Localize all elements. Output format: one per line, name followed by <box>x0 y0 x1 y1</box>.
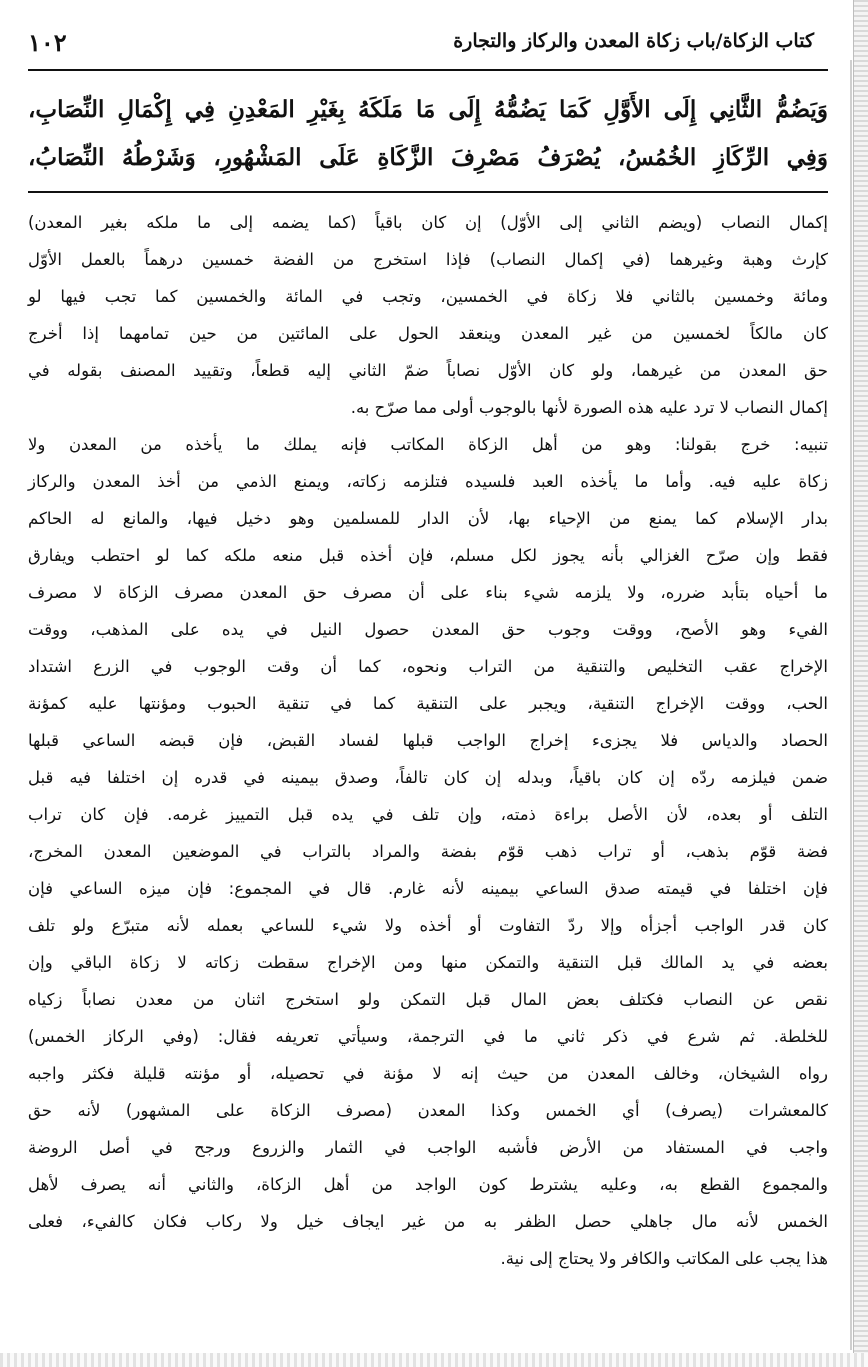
matn-text <box>28 86 828 182</box>
commentary-line: بدار الإسلام كما يمنع من الإحياء بها، لأن الدار للمسلمين وهو دخيل فيها، والمانع له الحاكم <box>28 509 828 528</box>
commentary-line: ما أحياه بتأبد ضرره، ولا يلزمه شيء بناء على أن مصرف حق المعدن مصرف الزكاة لا مصرف <box>28 583 828 602</box>
commentary-line: هذا يجب على المكاتب والكافر ولا يحتاج إلى نية. <box>500 1249 828 1268</box>
commentary-line: واجب في المستفاد من الأرض فأشبه الواجب في الثمار والزروع ورجح في أصل الروضة <box>28 1138 828 1157</box>
commentary-line: كإرث وهبة وغيرهما (في إكمال النصاب) فإذا استخرج من الفضة خمسين درهماً بالعمل الأوّل <box>28 250 828 269</box>
commentary-line: كان مالكاً لخمسين من غير المعدن وينعقد الحول على المائتين من حين تمامهما إذا أخرج <box>28 324 828 343</box>
commentary-line: والمجموع القطع به، وعليه يشترط كون الواجد من أهل الزكاة، والثاني أنه يصرف لأهل <box>28 1175 828 1194</box>
commentary-line: ومائة وخمسين بالثاني فلا زكاة في الخمسين، وتجب في المائة والخمسين كما تجب فيها لو <box>28 287 828 306</box>
binding-shadow <box>850 60 852 1350</box>
page-number: ١٠٢ <box>28 28 67 57</box>
header-title: كتاب الزكاة/باب زكاة المعدن والركاز والتجارة <box>453 30 814 52</box>
commentary-line: الحصاد والدياس فلا يجزىء إخراج الواجب قبلها لفساد القبض، فإن قبضه الساعي قبلها <box>28 731 828 750</box>
matn-line: وَيَضُمُّ الثَّانِي إِلَى الأَوَّلِ كَمَا يَضُمُّهُ إِلَى مَا مَلَكَهُ بِغَيْرِ المَعْدِنِ فِي إِكْمَالِ النِّصَابِ، <box>28 96 828 123</box>
commentary-line: ضمن فيلزمه ردّه إن كان باقياً، وبدله إن كان تالفاً، وصدق بيمينه في قدره إن اختلفا فيه قبل <box>28 768 828 787</box>
commentary-line: للخلطة. ثم شرع في ذكر ثاني ما في الترجمة، وسيأتي تعريفه فقال: (وفي الركاز الخمس) <box>28 1027 828 1046</box>
commentary-line: كان قدر الواجب أجزأه وإلا ردّ التفاوت أو أخذه ولا شيء للساعي بعمله لأنه متبرّع ولو تلف <box>28 916 828 935</box>
matn-separator-rule <box>28 191 828 193</box>
commentary-line: رواه الشيخان، وخالف المعدن من حيث إنه لا مؤنة في تحصيله، أو مؤنته قليلة فكثر واجبه <box>28 1064 828 1083</box>
commentary-line: الفيء وهو الأصح، ووقت وجوب حق المعدن حصول النيل في يده على المذهب، ووقت <box>28 620 828 639</box>
commentary-line: الخمس لأنه مال جاهلي حصل الظفر به من غير ايجاف خيل ولا ركاب فكان كالفيء، فعلى <box>28 1212 828 1231</box>
commentary-line: بعضه في يد المالك قبل التنقية والتمكن منها ومن الإخراج سقطت زكاته لا زكاة الباقي وإن <box>28 953 828 972</box>
commentary-line: فإن اختلفا في قيمته صدق الساعي بيمينه لأنه غارم. قال في المجموع: فإن ميزه الساعي فإن <box>28 879 828 898</box>
commentary-line: زكاة عليه فيه. وأما ما يأخذه العبد فلسيده فتلزمه زكاته، ويمنع الذمي من أخذ المعدن والركاز <box>28 472 828 491</box>
header-rule <box>28 69 828 71</box>
commentary-line: فضة قوّم بذهب، أو تراب ذهب قوّم بفضة والمراد بالتراب في الموضعين المعدن المخرج، <box>28 842 828 861</box>
commentary-line: حق المعدن من غيرهما، ولو كان الأوّل نصاباً ضمّ الثاني إليه قطعاً، وتقييد المصنف بقوله في <box>28 361 828 380</box>
commentary-text <box>28 204 828 1277</box>
commentary-line: إكمال النصاب لا ترد عليه هذه الصورة لأنها بالوجوب أولى مما صرّح به. <box>350 398 828 417</box>
commentary-line: التلف أو بعده، لأن الأصل براءة ذمته، وإن تلف في يده قبل التمييز غرمه. فإن كان تراب <box>28 805 828 824</box>
commentary-line: الحب، ووقت الإخراج التنقية، ويجبر على التنقية كما في تنقية الحبوب ومؤنتها عليه كمؤنة <box>28 694 828 713</box>
scan-bottom-edge <box>0 1353 868 1367</box>
commentary-line: تنبيه: خرج بقولنا: وهو من أهل الزكاة المكاتب فإنه يملك ما يأخذه من المعدن ولا <box>28 435 828 454</box>
page-binding-edge <box>853 0 868 1367</box>
commentary-line: إكمال النصاب (ويضم الثاني إلى الأوّل) إن كان باقياً (كما يضمه إلى ما ملكه بغير المعدن) <box>28 213 828 232</box>
commentary-line: فقط وإن صرّح الغزالي بأنه يجوز لكل مسلم، فإن أخذه قبل منعه ملكه كما لو احتطب ويفارق <box>28 546 828 565</box>
running-header <box>28 30 814 64</box>
commentary-line: نقص عن النصاب فكتلف بعض المال قبل التمكن ولو استخرج اثنان من معدن نصاباً زكياه <box>28 990 828 1009</box>
commentary-line: كالمعشرات (يصرف) أي الخمس وكذا المعدن (مصرف الزكاة على المشهور) لأنه حق <box>28 1101 828 1120</box>
matn-line: وَفِي الرِّكَازِ الخُمُسُ، يُصْرَفُ مَصْرِفَ الزَّكَاةِ عَلَى المَشْهُورِ، وَشَرْطُهُ النِّصَابُ، <box>28 144 828 171</box>
commentary-line: الإخراج عقب التخليص والتنقية من التراب ونحوه، كما أن وقت الوجوب في الزرع اشتداد <box>28 657 828 676</box>
